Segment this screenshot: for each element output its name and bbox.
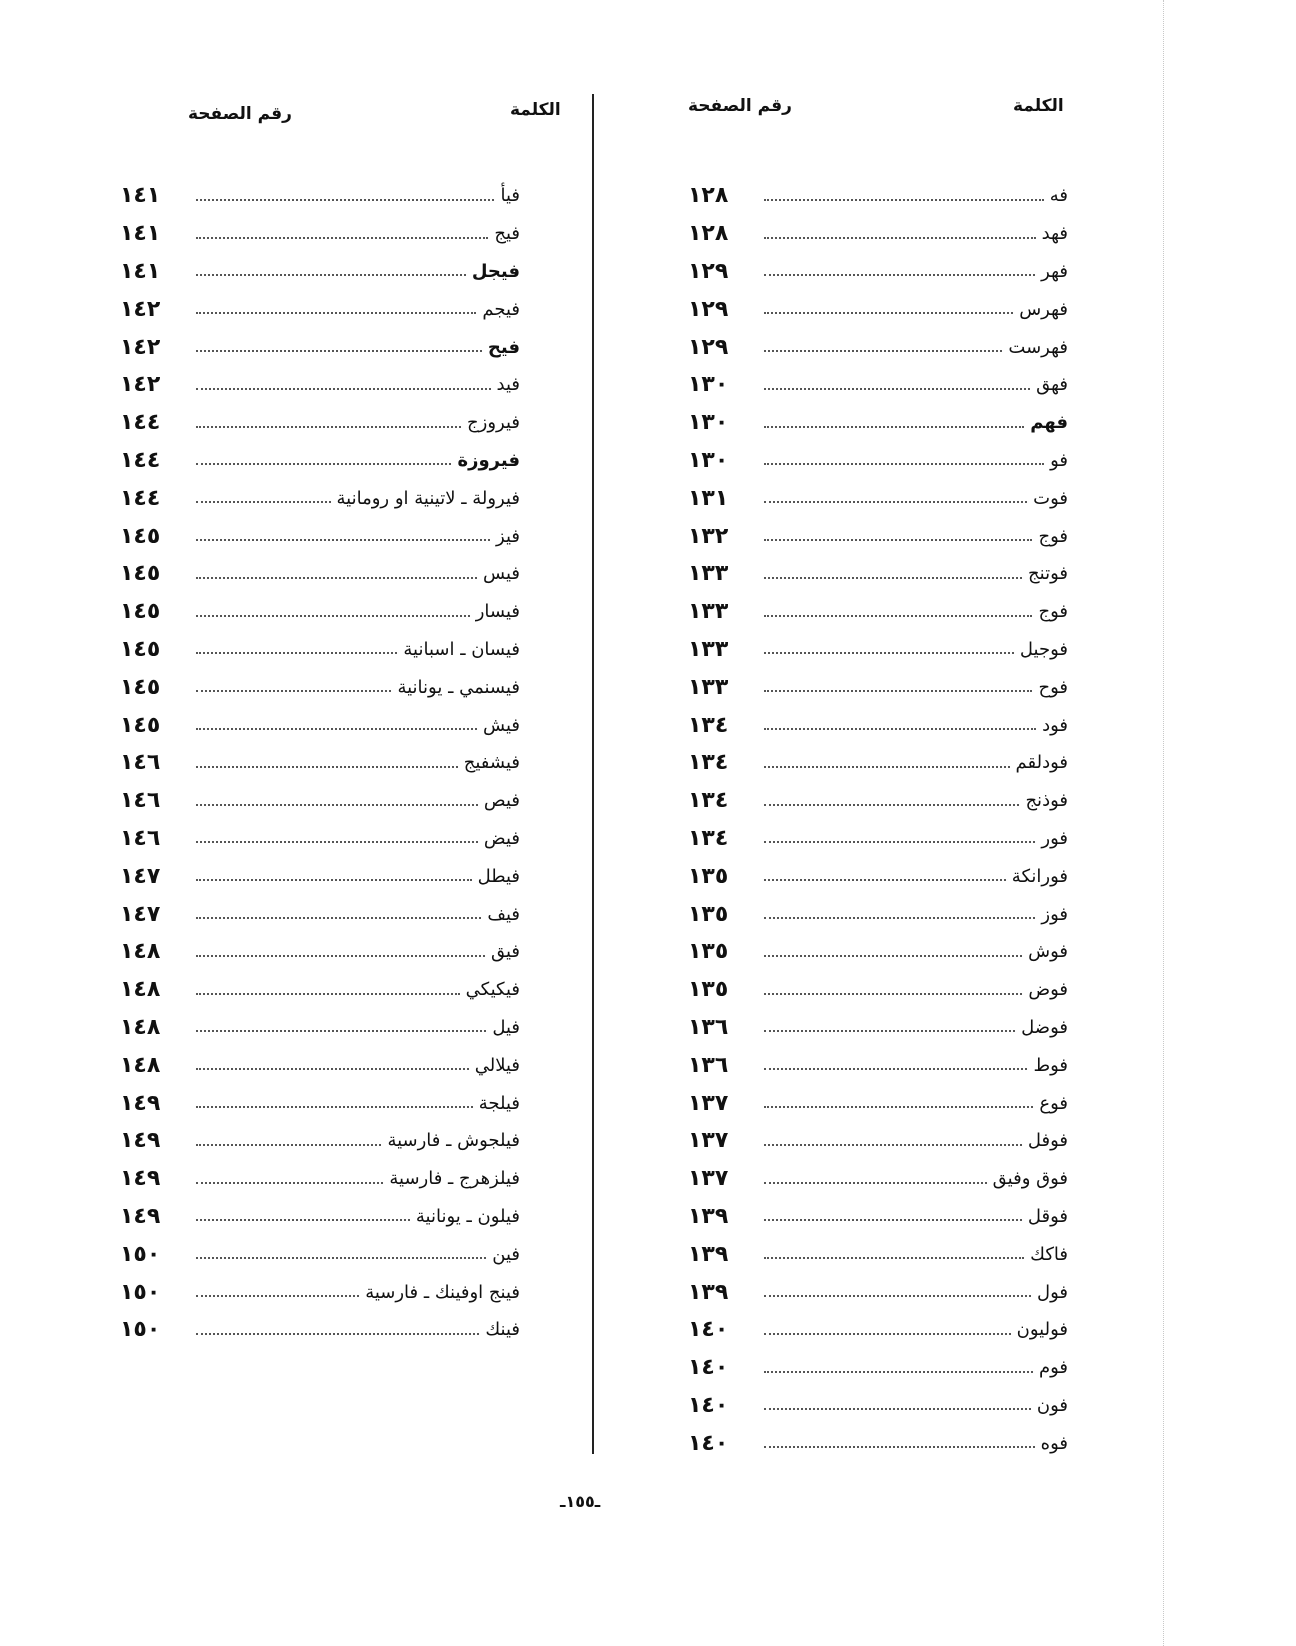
index-entry-row: [120, 366, 520, 404]
dot-leader: [764, 539, 1032, 541]
index-entry-row: [688, 1311, 1068, 1349]
entry-word: فوقل: [1027, 1205, 1068, 1227]
dot-leader: [196, 993, 460, 995]
index-entry-row: [688, 1273, 1068, 1311]
index-entry-row: [688, 1349, 1068, 1387]
entry-page-number: ١٤٨: [120, 1052, 161, 1078]
dot-leader: [196, 1295, 359, 1297]
entry-page-number: ١٤١: [120, 183, 161, 209]
entry-word: فهق: [1036, 374, 1068, 396]
index-entry-row: [688, 328, 1068, 366]
entry-page-number: ١٤٩: [120, 1090, 161, 1116]
index-entry-row: [120, 744, 520, 782]
entry-page-number: ١٤٦: [120, 750, 161, 776]
left-entries-list: [120, 177, 520, 1349]
dot-leader: [196, 274, 466, 276]
entry-page-number: ١٥٠: [120, 1317, 161, 1343]
index-entry-row: [120, 782, 520, 820]
entry-word: فوط: [1033, 1054, 1068, 1076]
entry-word: فودلقم: [1015, 752, 1068, 774]
entry-word: فوم: [1038, 1357, 1068, 1379]
entry-page-number: ١٣٩: [688, 1241, 729, 1267]
entry-page-number: ١٣٥: [688, 977, 729, 1003]
entry-word: فيلجة: [478, 1092, 520, 1114]
dot-leader: [764, 917, 1035, 919]
entry-page-number: ١٢٩: [688, 296, 729, 322]
entry-word: فيسنمي ـ يونانية: [397, 676, 520, 698]
dot-leader: [764, 879, 1006, 881]
entry-word: فوق وفيق: [992, 1168, 1068, 1190]
index-entry-row: [688, 215, 1068, 253]
entry-word: فوذنج: [1025, 790, 1068, 812]
dot-leader: [764, 841, 1035, 843]
dot-leader: [196, 804, 478, 806]
entry-page-number: ١٤٥: [120, 674, 161, 700]
dot-leader: [196, 539, 490, 541]
entry-word: فيز: [496, 525, 520, 547]
index-entry-row: [120, 631, 520, 669]
entry-word: فيأ: [500, 185, 520, 207]
index-entry-row: [688, 1122, 1068, 1160]
entry-word: فود: [1042, 714, 1068, 736]
index-entry-row: [688, 820, 1068, 858]
entry-page-number: ١٢٩: [688, 258, 729, 284]
entry-page-number: ١٣٣: [688, 636, 729, 662]
entry-word: فه: [1049, 185, 1068, 207]
entry-page-number: ١٣٣: [688, 674, 729, 700]
entry-page-number: ١٤٤: [120, 410, 161, 436]
index-entry-row: [120, 1273, 520, 1311]
index-entry-row: [688, 1424, 1068, 1462]
dot-leader: [196, 1182, 383, 1184]
entry-word: فيس: [483, 563, 520, 585]
index-entry-row: [120, 253, 520, 291]
dot-leader: [196, 1144, 381, 1146]
dot-leader: [196, 237, 488, 239]
dot-leader: [764, 728, 1036, 730]
dot-leader: [764, 1371, 1033, 1373]
dot-leader: [196, 1257, 486, 1259]
entry-word: فوجيل: [1019, 638, 1068, 660]
entry-word: فيجل: [471, 260, 520, 282]
entry-word: فوت: [1033, 487, 1068, 509]
entry-word: فيق: [490, 941, 520, 963]
entry-page-number: ١٤٠: [688, 1430, 729, 1456]
dot-leader: [196, 350, 482, 352]
dot-leader: [764, 615, 1032, 617]
entry-page-number: ١٣٠: [688, 410, 729, 436]
index-entry-row: [120, 177, 520, 215]
dot-leader: [196, 955, 485, 957]
entry-word: فيروزة: [457, 449, 520, 471]
dot-leader: [764, 1257, 1024, 1259]
dot-leader: [764, 1446, 1035, 1448]
entry-word: فيلالي: [474, 1054, 520, 1076]
entry-page-number: ١٤٥: [120, 561, 161, 587]
entry-page-number: ١٣٩: [688, 1279, 729, 1305]
scan-edge-line: [1163, 0, 1164, 1646]
entry-word: فوع: [1039, 1092, 1068, 1114]
page-column-header: رقم الصفحة: [188, 104, 292, 124]
entry-page-number: ١٣٣: [688, 561, 729, 587]
index-entry-row: [120, 1198, 520, 1236]
dot-leader: [764, 199, 1044, 201]
dot-leader: [196, 199, 494, 201]
dot-leader: [196, 1068, 469, 1070]
entry-word: فيج: [494, 223, 520, 245]
index-entry-row: [120, 215, 520, 253]
entry-page-number: ١٣٤: [688, 712, 729, 738]
entry-word: فيش: [483, 714, 520, 736]
entry-word: فوج: [1038, 525, 1068, 547]
entry-word: فيجم: [482, 298, 520, 320]
entry-page-number: ١٤٧: [120, 863, 161, 889]
index-entry-row: [120, 479, 520, 517]
entry-word: فيلون ـ يونانية: [415, 1205, 520, 1227]
entry-page-number: ١٣٢: [688, 523, 729, 549]
index-entry-row: [688, 857, 1068, 895]
index-entry-row: [688, 1235, 1068, 1273]
index-entry-row: [688, 442, 1068, 480]
dot-leader: [196, 615, 470, 617]
dot-leader: [196, 652, 397, 654]
dot-leader: [196, 1106, 473, 1108]
index-entry-row: [688, 177, 1068, 215]
word-column-header: الكلمة: [510, 100, 561, 120]
dot-leader: [196, 1333, 479, 1335]
entry-page-number: ١٤٦: [120, 788, 161, 814]
dot-leader: [196, 501, 331, 503]
index-entry-row: [688, 631, 1068, 669]
dot-leader: [196, 728, 477, 730]
index-entry-row: [688, 744, 1068, 782]
entry-word: فوفل: [1027, 1130, 1068, 1152]
entry-page-number: ١٤٢: [120, 296, 161, 322]
index-entry-row: [120, 1084, 520, 1122]
index-entry-row: [688, 404, 1068, 442]
entry-page-number: ١٣٤: [688, 750, 729, 776]
entry-page-number: ١٤٧: [120, 901, 161, 927]
entry-page-number: ١٤٩: [120, 1203, 161, 1229]
dot-leader: [764, 501, 1027, 503]
index-entry-row: [120, 555, 520, 593]
entry-page-number: ١٢٩: [688, 334, 729, 360]
index-entry-row: [120, 971, 520, 1009]
entry-page-number: ١٤٢: [120, 372, 161, 398]
entry-word: فوليون: [1016, 1319, 1068, 1341]
index-entry-row: [688, 555, 1068, 593]
index-entry-row: [688, 253, 1068, 291]
index-entry-row: [120, 1160, 520, 1198]
index-entry-row: [688, 1198, 1068, 1236]
index-entry-row: [120, 442, 520, 480]
entry-page-number: ١٤٥: [120, 523, 161, 549]
entry-page-number: ١٤٠: [688, 1317, 729, 1343]
dot-leader: [764, 804, 1019, 806]
entry-page-number: ١٤٩: [120, 1128, 161, 1154]
entry-page-number: ١٣٧: [688, 1128, 729, 1154]
entry-word: فو: [1050, 449, 1068, 471]
index-entry-row: [688, 1387, 1068, 1425]
dot-leader: [764, 1333, 1011, 1335]
dot-leader: [196, 312, 476, 314]
entry-page-number: ١٢٨: [688, 183, 729, 209]
entry-page-number: ١٤٨: [120, 939, 161, 965]
entry-page-number: ١٣٤: [688, 788, 729, 814]
entry-word: فيلزهرج ـ فارسية: [389, 1168, 520, 1190]
entry-word: فاكك: [1030, 1243, 1068, 1265]
entry-page-number: ١٣٦: [688, 1014, 729, 1040]
index-entry-row: [120, 328, 520, 366]
entry-page-number: ١٢٨: [688, 221, 729, 247]
index-entry-row: [688, 1046, 1068, 1084]
entry-word: فهر: [1041, 260, 1068, 282]
entry-word: فون: [1036, 1394, 1068, 1416]
dot-leader: [764, 388, 1030, 390]
entry-page-number: ١٤٤: [120, 485, 161, 511]
page-column-header: رقم الصفحة: [688, 96, 792, 116]
entry-word: فوه: [1040, 1432, 1068, 1454]
entry-page-number: ١٣٦: [688, 1052, 729, 1078]
index-entry-row: [120, 706, 520, 744]
page-number: ـ١٥٥ـ: [560, 1492, 601, 1511]
entry-page-number: ١٤٥: [120, 599, 161, 625]
dot-leader: [764, 1144, 1022, 1146]
entry-word: فوش: [1028, 941, 1068, 963]
entry-page-number: ١٤٨: [120, 1014, 161, 1040]
dot-leader: [764, 1408, 1031, 1410]
entry-page-number: ١٣٠: [688, 447, 729, 473]
entry-word: فوض: [1028, 979, 1068, 1001]
entry-word: فيرولة ـ لاتينية او رومانية: [336, 487, 520, 509]
index-entry-row: [120, 820, 520, 858]
entry-page-number: ١٤٥: [120, 636, 161, 662]
entry-word: فوج: [1038, 601, 1068, 623]
index-entry-row: [688, 971, 1068, 1009]
entry-page-number: ١٣١: [688, 485, 729, 511]
dot-leader: [764, 463, 1044, 465]
entry-page-number: ١٣٥: [688, 901, 729, 927]
entry-page-number: ١٤٦: [120, 825, 161, 851]
entry-word: فيسان ـ اسبانية: [403, 638, 520, 660]
index-entry-row: [120, 933, 520, 971]
index-entry-row: [688, 1009, 1068, 1047]
index-entry-row: [688, 479, 1068, 517]
entry-word: فهم: [1030, 412, 1068, 434]
entry-page-number: ١٣٤: [688, 825, 729, 851]
entry-word: فهد: [1041, 223, 1068, 245]
dot-leader: [764, 690, 1032, 692]
dot-leader: [764, 1106, 1033, 1108]
entry-page-number: ١٤١: [120, 221, 161, 247]
index-entry-row: [120, 668, 520, 706]
entry-page-number: ١٣٣: [688, 599, 729, 625]
dot-leader: [764, 1068, 1027, 1070]
entry-word: فيكيكي: [465, 979, 520, 1001]
entry-page-number: ١٣٩: [688, 1203, 729, 1229]
dot-leader: [764, 312, 1013, 314]
entry-word: فهرس: [1019, 298, 1068, 320]
dot-leader: [764, 955, 1022, 957]
index-entry-row: [688, 706, 1068, 744]
index-entry-row: [120, 1046, 520, 1084]
entry-page-number: ١٣٧: [688, 1090, 729, 1116]
entry-page-number: ١٤٥: [120, 712, 161, 738]
word-column-header: الكلمة: [1013, 96, 1064, 116]
index-entry-row: [120, 1235, 520, 1273]
index-entry-row: [120, 517, 520, 555]
entry-page-number: ١٤٠: [688, 1392, 729, 1418]
dot-leader: [196, 426, 461, 428]
index-entry-row: [120, 857, 520, 895]
entry-page-number: ١٤٨: [120, 977, 161, 1003]
dot-leader: [196, 463, 451, 465]
entry-word: فيض: [483, 827, 520, 849]
entry-page-number: ١٤٠: [688, 1355, 729, 1381]
dot-leader: [764, 577, 1022, 579]
index-entry-row: [120, 593, 520, 631]
dot-leader: [764, 1219, 1022, 1221]
dot-leader: [764, 652, 1014, 654]
dot-leader: [196, 917, 481, 919]
entry-page-number: ١٤٤: [120, 447, 161, 473]
dot-leader: [764, 766, 1010, 768]
entry-word: فيلجوش ـ فارسية: [387, 1130, 520, 1152]
entry-word: فيسار: [475, 601, 520, 623]
dot-leader: [196, 766, 458, 768]
dot-leader: [764, 1295, 1031, 1297]
dot-leader: [196, 1219, 410, 1221]
index-entry-row: [688, 290, 1068, 328]
entry-page-number: ١٤١: [120, 258, 161, 284]
entry-word: فيشفيج: [463, 752, 520, 774]
index-entry-row: [120, 1009, 520, 1047]
index-entry-row: [120, 1122, 520, 1160]
entry-word: فوضل: [1021, 1016, 1068, 1038]
index-entry-row: [688, 593, 1068, 631]
index-entry-row: [688, 1160, 1068, 1198]
entry-word: فهرست: [1008, 336, 1068, 358]
entry-word: فوز: [1041, 903, 1068, 925]
dot-leader: [764, 1182, 987, 1184]
index-entry-row: [688, 668, 1068, 706]
entry-word: فول: [1037, 1281, 1068, 1303]
index-entry-row: [120, 290, 520, 328]
dot-leader: [196, 1030, 486, 1032]
entry-page-number: ١٥٠: [120, 1279, 161, 1305]
dot-leader: [196, 577, 477, 579]
index-entry-row: [688, 366, 1068, 404]
entry-page-number: ١٥٠: [120, 1241, 161, 1267]
entry-word: فيد: [496, 374, 520, 396]
dot-leader: [764, 274, 1035, 276]
index-entry-row: [120, 404, 520, 442]
entry-page-number: ١٣٥: [688, 863, 729, 889]
entry-word: فيص: [483, 790, 520, 812]
index-entry-row: [688, 782, 1068, 820]
column-divider: [592, 94, 594, 1454]
dot-leader: [196, 690, 391, 692]
entry-word: فيروزج: [467, 412, 520, 434]
entry-page-number: ١٣٥: [688, 939, 729, 965]
dot-leader: [764, 237, 1036, 239]
entry-word: فيل: [492, 1016, 520, 1038]
entry-word: فورانكة: [1011, 865, 1068, 887]
entry-word: فين: [492, 1243, 520, 1265]
entry-word: فيح: [487, 336, 520, 358]
entry-page-number: ١٤٢: [120, 334, 161, 360]
entry-word: فيطل: [477, 865, 520, 887]
dot-leader: [764, 1030, 1015, 1032]
entry-page-number: ١٣٧: [688, 1166, 729, 1192]
dot-leader: [764, 426, 1024, 428]
entry-word: فيف: [487, 903, 520, 925]
index-entry-row: [688, 517, 1068, 555]
dot-leader: [764, 350, 1002, 352]
dot-leader: [196, 879, 472, 881]
dot-leader: [196, 841, 478, 843]
right-entries-list: [688, 177, 1068, 1462]
dot-leader: [196, 388, 491, 390]
entry-word: فوتنج: [1028, 563, 1068, 585]
index-entry-row: [120, 895, 520, 933]
entry-word: فينك: [485, 1319, 520, 1341]
entry-page-number: ١٣٠: [688, 372, 729, 398]
index-entry-row: [688, 1084, 1068, 1122]
entry-word: فوح: [1038, 676, 1068, 698]
entry-page-number: ١٤٩: [120, 1166, 161, 1192]
index-entry-row: [120, 1311, 520, 1349]
entry-word: فور: [1041, 827, 1068, 849]
dot-leader: [764, 993, 1022, 995]
index-entry-row: [688, 895, 1068, 933]
entry-word: فينج اوفينك ـ فارسية: [365, 1281, 520, 1303]
index-entry-row: [688, 933, 1068, 971]
